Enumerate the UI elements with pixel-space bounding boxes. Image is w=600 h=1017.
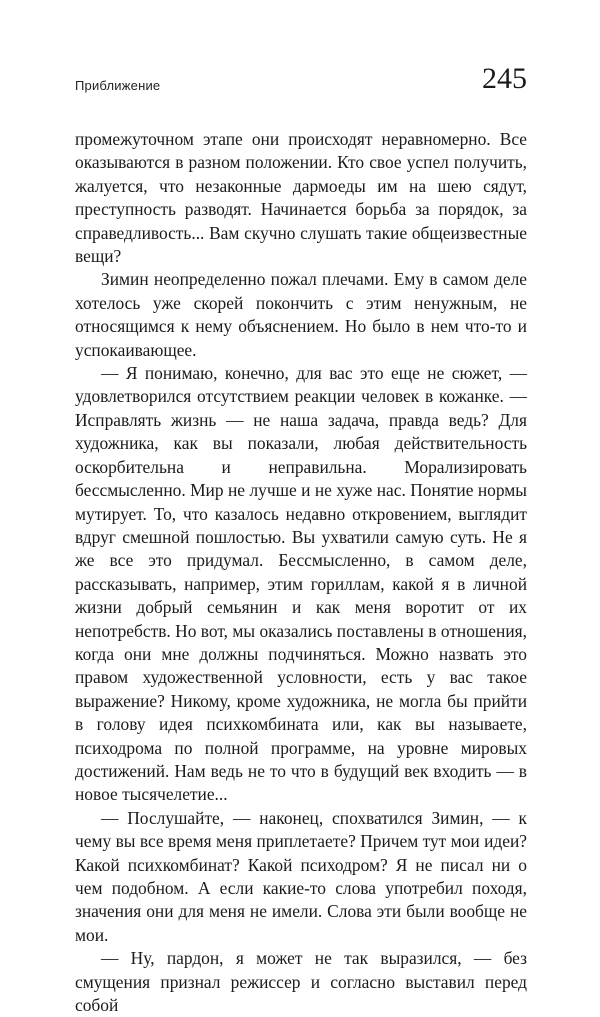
- page-number: 245: [482, 62, 527, 95]
- paragraph-4: — Послушайте, — наконец, спохватился Зимин, — к чему вы все время меня приплетаете? Причем тут мои идеи? Какой психкомбинат? Какой психодром? Я не писал ни о чем подобном. А если какие-то слова употребил походя, значения они для меня не имели. Слова эти были вообще не мои.: [75, 807, 527, 945]
- page-header: [75, 62, 527, 102]
- body-text: [75, 128, 527, 1017]
- running-title: Приближение: [75, 78, 161, 93]
- paragraph-1: промежуточном этапе они происходят неравномерно. Все оказываются в разном положении. Кто свое успел получить, жалуется, что незаконные дармоеды им на шею сядут, преступность разводят. Начинается борьба за порядок, за справедливость... Вам скучно слушать такие общеизвестные вещи?: [75, 129, 527, 267]
- paragraph-5: — Ну, пардон, я может не так выразился, — без смущения признал режиссер и согласно выставил перед собой: [75, 948, 527, 1016]
- paragraph-2: Зимин неопределенно пожал плечами. Ему в самом деле хотелось уже скорей покончить с этим ненужным, не относящимся к нему объяснением. Но было в нем что-то и успокаивающее.: [75, 269, 527, 360]
- paragraph-3: — Я понимаю, конечно, для вас это еще не сюжет, — удовлетворился отсутствием реакции человек в кожанке. — Исправлять жизнь — не наша задача, правда ведь? Для художника, как вы показали, любая действительность оскорбительна и неправильна. Морализировать бессмысленно. Мир не лучше и не хуже нас. Понятие нормы мутирует. То, что казалось недавно откровением, выглядит вдруг смешной пошлостью. Вы ухватили самую суть. Не я же все это придумал. Бессмысленно, в самом деле, рассказывать, например, этим гориллам, какой я в личной жизни добрый семьянин и как меня воротит от их непотребств. Но вот, мы оказались поставлены в отношения, когда они мне должны подчиняться. Можно назвать это правом художественной условности, есть у вас такое выражение? Никому, кроме художника, не могла бы прийти в голову идея психкомбината или, как вы называете, психодрома по полной программе, на уровне мировых достижений. Нам ведь не то что в будущий век входить — в новое тысячелетие...: [75, 363, 527, 805]
